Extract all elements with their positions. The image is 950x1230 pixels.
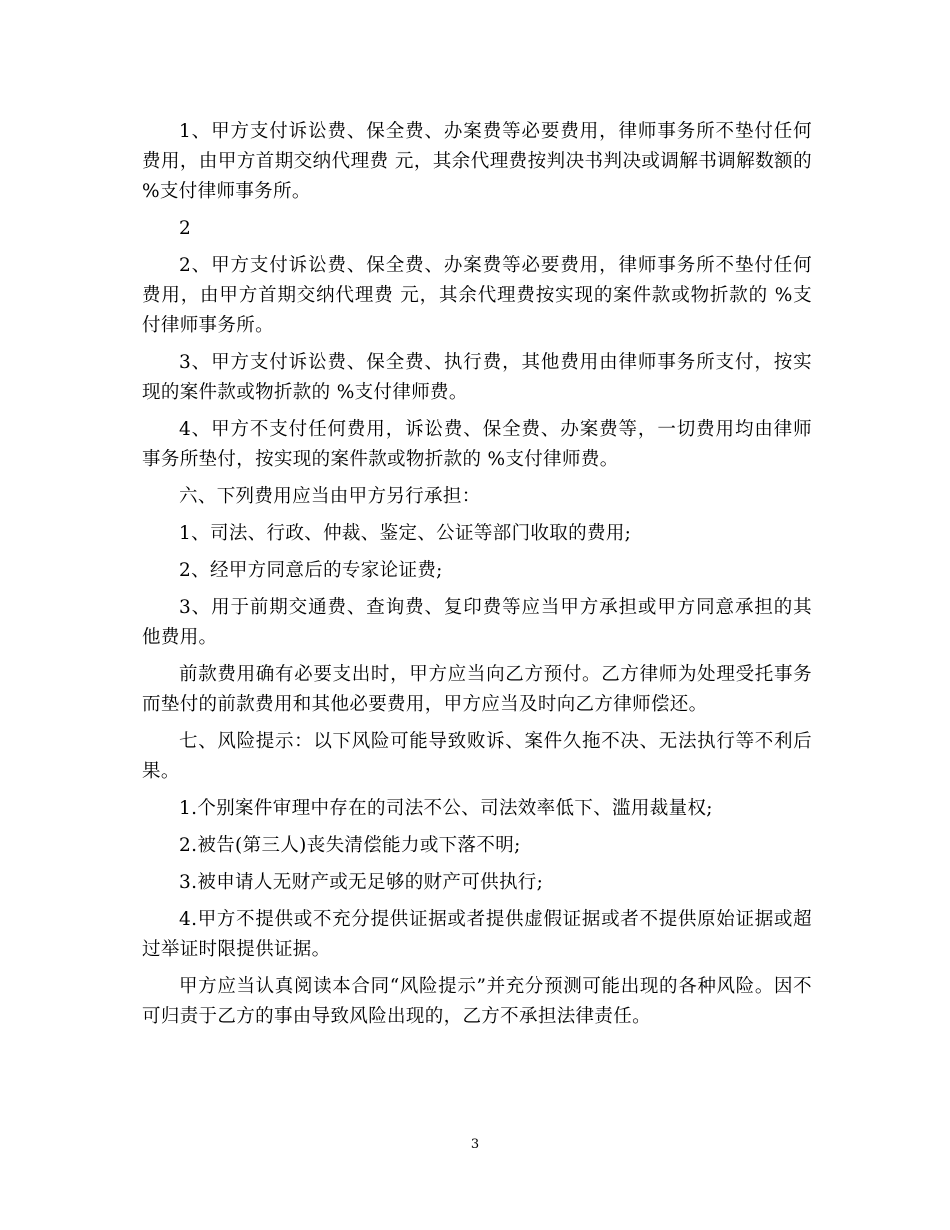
risk-item-2: 2.被告(第三人)丧失清偿能力或下落不明; (179, 835, 521, 856)
prepayment-clause: 前款费用确有必要支出时，甲方应当向乙方预付。乙方律师为处理受托事务而垫付的前款费用和其他必要费用，甲方应当及时向乙方律师偿还。 (142, 664, 812, 715)
clause-fee-option-2: 2、甲方支付诉讼费、保全费、办案费等必要费用，律师事务所不垫付任何费用，由甲方首期交纳代理费 元，其余代理费按实现的案件款或物折款的 %支付律师事务所。 (142, 255, 812, 336)
risk-item-4: 4.甲方不提供或不充分提供证据或者提供虚假证据或者不提供原始证据或超过举证时限提供证据。 (142, 909, 812, 960)
risk-acknowledgement: 甲方应当认真阅读本合同“风险提示”并充分预测可能出现的各种风险。因不可归责于乙方的事由导致风险出现的，乙方不承担法律责任。 (142, 976, 812, 1027)
section-six-heading: 六、下列费用应当由甲方另行承担： (179, 486, 481, 507)
document-body (142, 117, 812, 1039)
extra-cost-item-1: 1、司法、行政、仲裁、鉴定、公证等部门收取的费用; (179, 523, 632, 544)
page-number: 3 (470, 1137, 480, 1152)
inline-page-marker: 2 (179, 218, 192, 239)
clause-fee-option-1: 1、甲方支付诉讼费、保全费、办案费等必要费用，律师事务所不垫付任何费用，由甲方首期交纳代理费 元，其余代理费按判决书判决或调解书调解数额的 %支付律师事务所。 (142, 121, 812, 202)
risk-item-3: 3.被申请人无财产或无足够的财产可供执行; (179, 872, 544, 893)
risk-item-1: 1.个别案件审理中存在的司法不公、司法效率低下、滥用裁量权; (179, 798, 713, 819)
clause-fee-option-4: 4、甲方不支付任何费用，诉讼费、保全费、办案费等，一切费用均由律师事务所垫付，按实现的案件款或物折款的 %支付律师费。 (142, 419, 812, 470)
extra-cost-item-2: 2、经甲方同意后的专家论证费; (179, 560, 443, 581)
section-seven-heading: 七、风险提示：以下风险可能导致败诉、案件久拖不决、无法执行等不利后果。 (142, 731, 812, 782)
clause-fee-option-3: 3、甲方支付诉讼费、保全费、执行费，其他费用由律师事务所支付，按实现的案件款或物折款的 %支付律师费。 (142, 352, 812, 403)
extra-cost-item-3: 3、用于前期交通费、查询费、复印费等应当甲方承担或甲方同意承担的其他费用。 (142, 597, 812, 648)
